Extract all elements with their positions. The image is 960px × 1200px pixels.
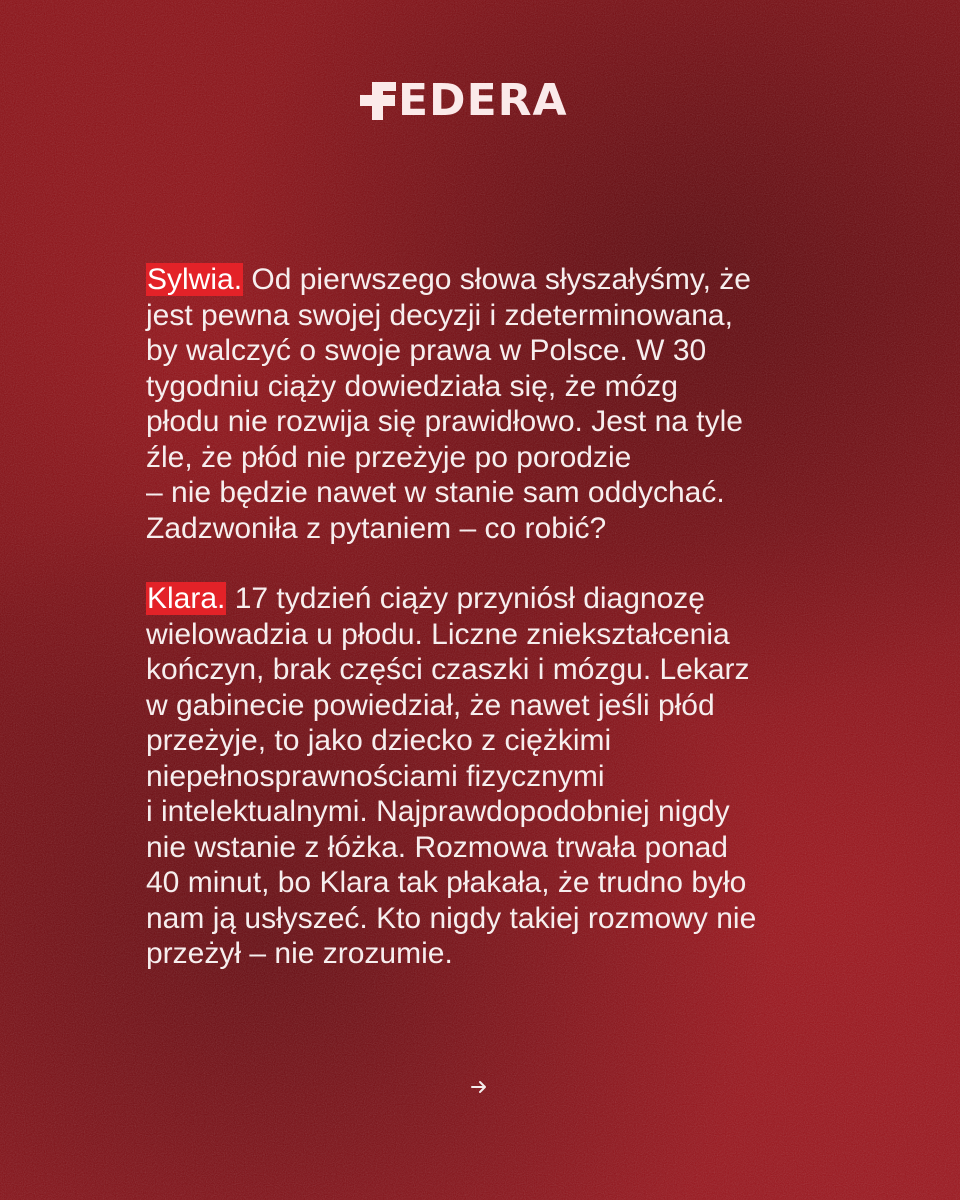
sylwia-text: Od pierwszego słowa słyszałyśmy, że jest pewna swojej decyzji i zdeterminowana, by walczyć o swoje prawa w Polsce. W 30 tygodniu ciąży dowiedziała się, że mózg płodu nie rozwija się prawidłowo. Jest na tyle źle, że płód nie przeżyje po porodzie – nie będzie nawet w stanie sam oddychać. Zadzwoniła z pytaniem – co robić? (146, 263, 751, 545)
sylwia-paragraph (146, 262, 846, 546)
logo-text: EDERA (398, 75, 568, 126)
cross-icon (360, 80, 396, 122)
story-content (146, 262, 846, 972)
federa-logo (360, 75, 602, 126)
sylwia-name-highlight: Sylwia. (147, 263, 243, 296)
klara-name-highlight: Klara. (147, 582, 226, 615)
klara-paragraph (146, 581, 846, 972)
arrow-right-icon[interactable] (470, 1078, 488, 1096)
klara-text: 17 tydzień ciąży przyniósł diagnozę wielowadzia u płodu. Liczne zniekształcenia kończyn, brak części czaszki i mózgu. Lekarz w gabinecie powiedział, że nawet jeśli płód przeżyje, to jako dziecko z ciężkimi niepełnosprawnościami fizycznymi i intelektualnymi. Najprawdopodobniej nigdy nie wstanie z łóżka. Rozmowa trwała ponad 40 minut, bo Klara tak płakała, że trudno było nam ją usłyszeć. Kto nigdy takiej rozmowy nie przeżył – nie zrozumie. (146, 582, 757, 970)
